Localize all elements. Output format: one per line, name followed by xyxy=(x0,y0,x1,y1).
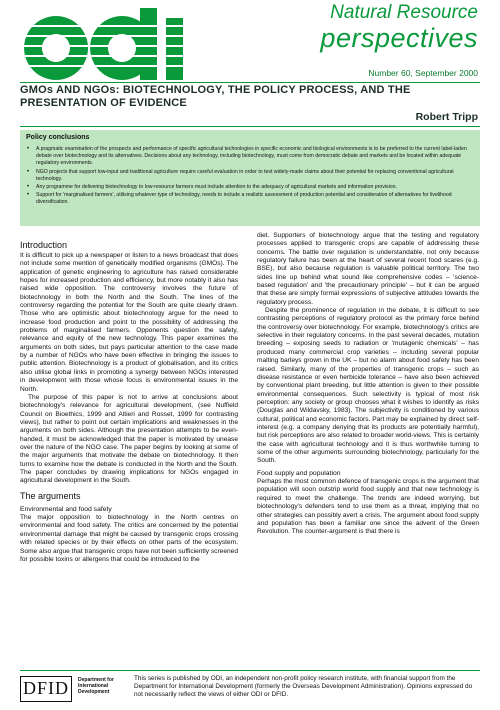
paper-title: GMOs AND NGOs: BIOTECHNOLOGY, THE POLICY PROCESS, AND THE PRESENTATION OF EVIDENCE xyxy=(20,84,411,109)
body-column-right xyxy=(257,232,479,537)
odi-logo xyxy=(18,8,218,88)
author: Robert Tripp xyxy=(415,111,478,123)
policy-list xyxy=(26,146,474,208)
policy-item: • NGO projects that support low-input and traditional agriculture require careful evaluation in order to test widely-made claims about their potential for replacing conventional agricultural technology. xyxy=(26,169,474,183)
policy-conclusions-box xyxy=(20,130,480,226)
policy-item: • A pragmatic examination of the prospects and performance of specific agricultural technologies in specific economic and biological environments is to be preferred to the current label-laden debate over biotechnology and its alternatives. Decisions about any technology, including biotechnology, must come from democratic debate and markets and be located within adequate regulatory environments. xyxy=(26,146,474,168)
dfid-logo: DFID xyxy=(20,676,72,702)
subheading-food-supply-population: Food supply and population xyxy=(257,469,341,477)
divider xyxy=(20,82,480,83)
paragraph: diet. Supporters of biotechnology argue that the testing and regulatory processes applied to transgenic crops are capable of addressing these concerns. The battle over regulation is understandable, not only because regulatory failure has been at the heart of several recent food scares (e.g. BSE), but also because regulation is valuable political territory. The two sides line up behind what sound like comprehensive codes – 'science-based regulation' and 'the precautionary principle' – but it can be argued that these are simply formal expressions of subjective attitudes towards the regulatory process. xyxy=(257,232,479,306)
paragraph: Perhaps the most common defence of transgenic crops is the argument that population will soon outstrip world food supply and that new technology is required to meet the challenge. The trends are indeed worrying, but biotechnology's defenders tend to use them as a threat, implying that no other strategies can possibly avert a crisis. The argument about food supply and population has been a familiar one since the advent of the Green Revolution. The counter-argument is that there is xyxy=(257,478,479,536)
divider xyxy=(20,126,480,127)
series-title-line1: Natural Resource xyxy=(330,2,478,23)
body-column-left xyxy=(20,240,238,564)
policy-heading: Policy conclusions xyxy=(26,134,90,141)
policy-item: • Support for 'marginalised farmers', utilising whatever type of technology, needs to include a realistic assessment of production potential and consideration of alternatives for livelihood diversification. xyxy=(26,192,474,206)
section-heading-introduction: Introduction xyxy=(20,240,68,250)
paragraph: The major opposition to biotechnology in the North centres on environmental and food safety. The critics are concerned by the potential environmental damage that might be caused by transgenic crops crossing with related species or by their effects on other parts of the ecosystem. Some also argue that transgenic crops have not been sufficiently screened for possible toxins or allergens that could be introduced to the xyxy=(20,514,238,563)
series-title-line2: perspectives xyxy=(320,23,478,53)
footer-note: This series is published by ODI, an independent non-profit policy research institute, with financial support from the Department for International Development (formerly the Overseas Development Administration). Opinions expressed do not necessarily reflect the views of either ODI or DFID. xyxy=(134,675,473,699)
paragraph: The purpose of this paper is not to arrive at conclusions about biotechnology's relevance for agricultural development, (see Nuffield Council on Bioethics, 1999 and Altieri and Rosset, 1999 for contrasting views), but rather to point out certain implications and weaknesses in the arguments on both sides. Although the presentation attempts to be even-handed, it must be acknowledged that the paper is motivated by unease over the nature of the NGO case. The paper begins by looking at some of the major arguments that motivate the debate on biotechnology. It then turns to examine how the debate is conducted in the North and the South. The paper concludes by drawing implications for NGOs engaged in agricultural development in the South. xyxy=(20,393,238,485)
policy-item: • Any programme for delivering biotechnology to low-resource farmers must include attention to the adequacy of agricultural markets and information provision. xyxy=(26,184,474,191)
divider xyxy=(20,670,480,671)
subheading-environmental-food-safety: Environmental and food safety xyxy=(20,505,112,513)
paragraph: Despite the prominence of regulation in the debate, it is difficult to see contrasting perceptions of regulatory protocol as the primary force behind the controversy over biotechnology. For example, biotechnology's critics are selective in their regulatory concerns. In the past several decades, mutation breeding – exposing seeds to radiation or 'mutagenic chemicals' – has produced many commercial crop varieties – including several popular malting barleys grown in the UK – but no alarm about food safety has been raised. Similarly, many of the properties of transgenic crops – such as disease resistance or even herbicide tolerance – have also been achieved by conventional plant breeding, but little attention is given to their possible environmental consequences. Such selectivity is typical of most risk perception: any society or group chooses what it wishes to identify as risks (Douglas and Wildavsky, 1983). The subjectivity is conditioned by various cultural, political and economic factors. Part may be explained by direct self-interest (e.g. a company denying that its products are potentially harmful), but risk perceptions are also related to broader world-views. This is certainly the case with agricultural technology and it is thus worthwhile turning to some of the other arguments surrounding biotechnology, particularly for the South. xyxy=(257,307,479,465)
dfid-department-name: Department for International Development xyxy=(78,677,114,695)
issue-number: Number 60, September 2000 xyxy=(368,68,478,78)
series-title xyxy=(320,2,478,52)
section-heading-arguments: The arguments xyxy=(20,490,81,501)
paragraph: It is difficult to pick up a newspaper or listen to a news broadcast that does not include some mention of genetically modified organisms (GMOs). The application of genetic engineering to agriculture has raised considerable hopes for increased production and efficiency, but more notably it also has raised wide opposition. The controversy involves the future of biotechnology in both the North and the South. The lines of the controversy regarding the potential for the South are quite clearly drawn. Those who are optimistic about biotechnology argue for the need to increase food production and point to the possibility of addressing the problems of marginalised farmers. Opponents question the safety, relevance and equity of the new technology. This paper examines the arguments on both sides, but pays particular attention to the case made by a number of NGOs who have been effective in bringing the issues to public attention. Biotechnology is a product of globalisation, and its critics also utilise global links in promoting a synergy between NGOs interested in development with those whose focus is environmental issues in the North. xyxy=(20,252,238,393)
